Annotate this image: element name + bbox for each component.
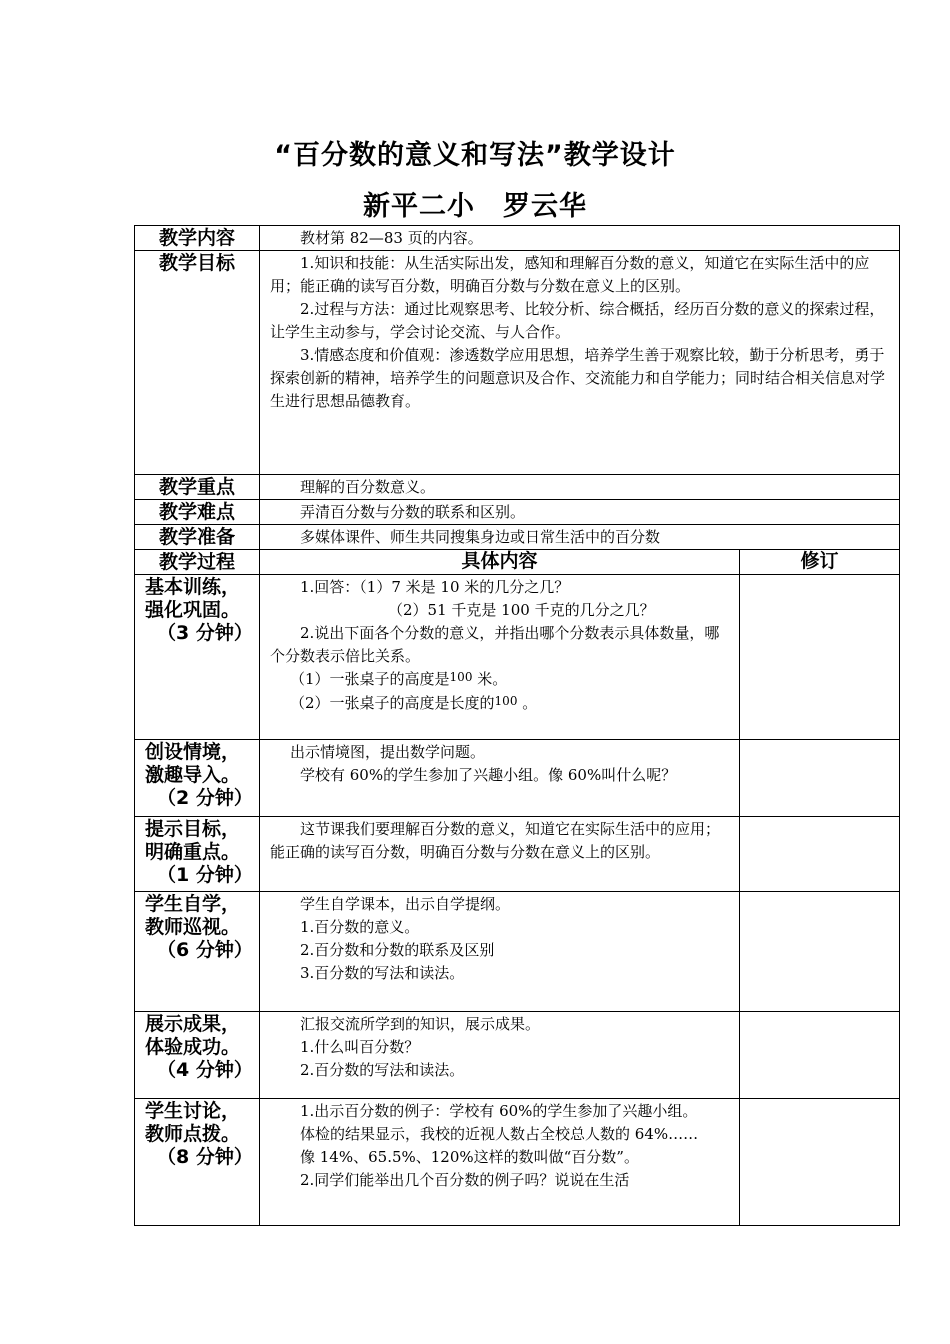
- process-step-row: [135, 892, 900, 1012]
- line-text: 2.百分数的写法和读法。: [300, 1061, 465, 1079]
- goals-text: [260, 251, 900, 475]
- step-duration: （3 分钟）: [157, 622, 253, 644]
- step-label-line: 创设情境，: [145, 741, 241, 763]
- step-content-line: [270, 1059, 731, 1082]
- step-content-line: [270, 1169, 731, 1192]
- step-content-line: [270, 764, 731, 787]
- step-label: [135, 1099, 260, 1226]
- line-text: （2）一张桌子的高度是长度的: [290, 694, 495, 712]
- goal-item: 2.过程与方法：通过比观察思考、比较分析、综合概括，经历百分数的意义的探索过程，让学生主动参与，学会讨论交流、与人合作。: [270, 300, 885, 341]
- step-content-line: [270, 818, 731, 864]
- step-label: [135, 740, 260, 817]
- step-content-line: [270, 599, 731, 622]
- step-content-line: [270, 1036, 731, 1059]
- line-text: （2）51 千克是 100 千克的几分之几？: [388, 601, 655, 619]
- step-duration: （2 分钟）: [157, 787, 253, 809]
- step-duration: （1 分钟）: [157, 864, 253, 886]
- step-label: [135, 817, 260, 892]
- step-label: [135, 1012, 260, 1099]
- author-name: 罗云华: [503, 191, 587, 222]
- row-prep: [135, 525, 900, 550]
- step-label-line: 激趣导入。: [145, 764, 241, 786]
- line-text: 2.说出下面各个分数的意义，并指出哪个分数表示具体数量，哪个分数表示倍比关系。: [270, 624, 720, 665]
- line-text: 这节课我们要理解百分数的意义，知道它在实际生活中的应用；能正确的读写百分数，明确百分数与分数在意义上的区别。: [270, 820, 721, 861]
- revision-cell: [740, 817, 900, 892]
- step-content-line: [270, 962, 731, 985]
- step-content: [260, 1099, 740, 1226]
- step-duration: （8 分钟）: [157, 1146, 253, 1168]
- step-content-line: [270, 1013, 731, 1036]
- step-label-line: 基本训练，: [145, 576, 241, 598]
- step-label-line: 教师巡视。: [145, 916, 241, 938]
- line-text: 1.出示百分数的例子：学校有 60%的学生参加了兴趣小组。: [300, 1102, 698, 1120]
- row-text: 教材第 82—83 页的内容。: [260, 226, 900, 251]
- line-text-end: 米。: [472, 670, 508, 688]
- step-duration: （4 分钟）: [157, 1059, 253, 1081]
- row-difficulty: [135, 500, 900, 525]
- line-text: 学生自学课本，出示自学提纲。: [300, 895, 511, 913]
- goal-item: 1.知识和技能：从生活实际出发，感知和理解百分数的意义，知道它在实际生活中的应用；能正确的读写百分数，明确百分数与分数在意义上的区别。: [270, 254, 870, 295]
- row-goals: [135, 251, 900, 475]
- step-label: [135, 892, 260, 1012]
- line-text: 汇报交流所学到的知识，展示成果。: [300, 1015, 541, 1033]
- process-step-row: [135, 1012, 900, 1099]
- line-text: 体检的结果显示，我校的近视人数占全校总人数的 64%……: [300, 1125, 699, 1143]
- step-content-line: [270, 576, 731, 599]
- fraction-denominator: 100: [494, 694, 518, 708]
- line-text: 1.百分数的意义。: [300, 918, 420, 936]
- row-text: 多媒体课件、师生共同搜集身边或日常生活中的百分数: [260, 525, 900, 550]
- step-label-line: 学生自学，: [145, 893, 241, 915]
- step-content: [260, 1012, 740, 1099]
- process-steps: [135, 575, 900, 1226]
- line-text: （1）一张桌子的高度是: [290, 670, 450, 688]
- step-content-line: [270, 916, 731, 939]
- step-content: [260, 892, 740, 1012]
- step-content: [260, 575, 740, 740]
- step-label-line: 体验成功。: [145, 1036, 241, 1058]
- revision-cell: [740, 1099, 900, 1226]
- row-label: 教学重点: [135, 475, 260, 500]
- step-duration: （6 分钟）: [157, 939, 253, 961]
- step-label-line: 展示成果，: [145, 1013, 241, 1035]
- step-label-line: 学生讨论，: [145, 1100, 241, 1122]
- step-content-line: [270, 1146, 731, 1169]
- step-content: [260, 740, 740, 817]
- goal-item: 3.情感态度和价值观：渗透数学应用思想，培养学生善于观察比较，勤于分析思考，勇于探索创新的精神，培养学生的问题意识及合作、交流能力和自学能力；同时结合相关信息对学生进行思想品德教育。: [270, 346, 886, 410]
- process-step-row: [135, 740, 900, 817]
- process-step-row: [135, 817, 900, 892]
- step-content-line: [270, 692, 731, 716]
- content-header: 具体内容: [260, 550, 740, 575]
- row-label: 教学难点: [135, 500, 260, 525]
- row-label: 教学内容: [135, 226, 260, 251]
- document-title: “百分数的意义和写法”教学设计: [274, 140, 676, 171]
- step-content-line: [270, 741, 731, 764]
- process-header-row: [135, 550, 900, 575]
- line-text: 学校有 60%的学生参加了兴趣小组。像 60%叫什么呢？: [300, 766, 677, 784]
- row-text: 理解的百分数意义。: [260, 475, 900, 500]
- step-content: [260, 817, 740, 892]
- line-text: 1.回答：（1）7 米是 10 米的几分之几？: [300, 578, 570, 596]
- author-line: [0, 184, 950, 223]
- step-content-line: [270, 939, 731, 962]
- row-text: 弄清百分数与分数的联系和区别。: [260, 500, 900, 525]
- line-text: 出示情境图，提出数学问题。: [290, 743, 486, 761]
- step-label-line: 教师点拨。: [145, 1123, 241, 1145]
- process-step-row: [135, 575, 900, 740]
- step-content-line: [270, 1100, 731, 1123]
- row-label: 教学准备: [135, 525, 260, 550]
- line-text: 像 14%、65.5%、120%这样的数叫做“百分数”。: [300, 1148, 639, 1166]
- step-label-line: 明确重点。: [145, 841, 241, 863]
- step-label-line: 强化巩固。: [145, 599, 241, 621]
- step-content-line: [270, 893, 731, 916]
- process-label: 教学过程: [135, 550, 260, 575]
- revision-cell: [740, 892, 900, 1012]
- row-content: [135, 226, 900, 251]
- line-text: 2.百分数和分数的联系及区别: [300, 941, 495, 959]
- revision-cell: [740, 575, 900, 740]
- author-school: 新平二小: [363, 191, 475, 222]
- revision-cell: [740, 1012, 900, 1099]
- row-label: 教学目标: [135, 251, 260, 475]
- lesson-plan-table: [134, 225, 900, 1226]
- line-text: 1.什么叫百分数？: [300, 1038, 420, 1056]
- process-step-row: [135, 1099, 900, 1226]
- step-content-line: [270, 1123, 731, 1146]
- fraction-denominator: 100: [449, 670, 473, 684]
- step-content-line: [270, 622, 731, 668]
- line-text: 3.百分数的写法和读法。: [300, 964, 465, 982]
- line-text: 2.同学们能举出几个百分数的例子吗？说说在生活: [300, 1171, 630, 1189]
- step-content-line: [270, 668, 731, 692]
- row-key: [135, 475, 900, 500]
- revision-header: 修订: [740, 550, 900, 575]
- line-text-end: 。: [517, 694, 538, 712]
- revision-cell: [740, 740, 900, 817]
- step-label-line: 提示目标，: [145, 818, 241, 840]
- step-label: [135, 575, 260, 740]
